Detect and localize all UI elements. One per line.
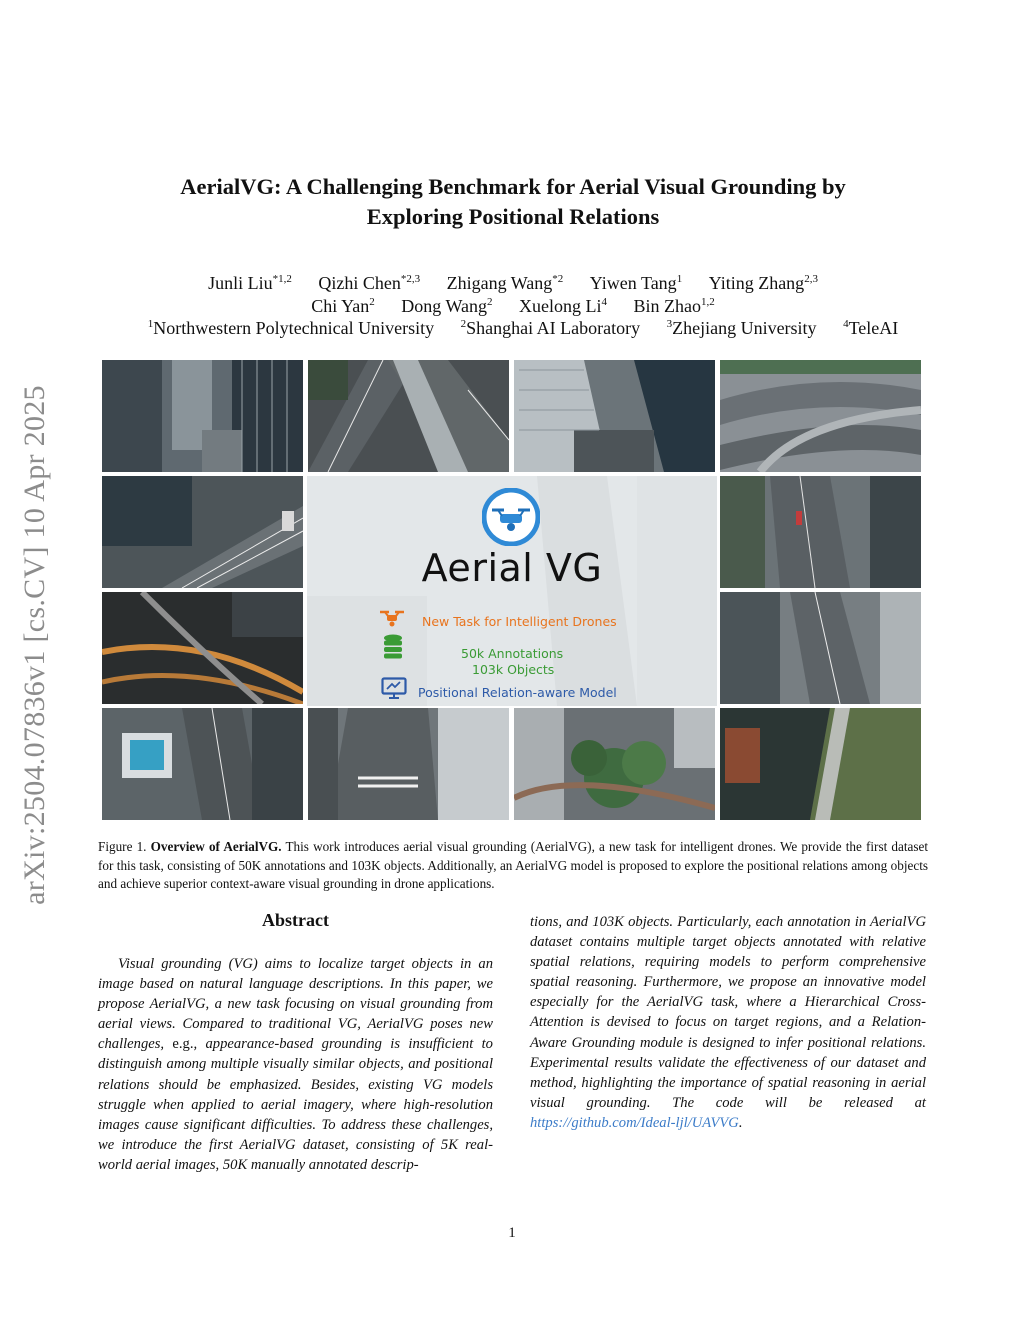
author: Yiting Zhang$^{2,3}$ [708,273,818,293]
feature-new-task: New Task for Intelligent Drones [422,614,617,629]
aerial-photo-riverside [720,708,921,820]
affiliation: $^2$Shanghai AI Laboratory [460,318,641,338]
author: Junli Liu$^{*1,2}$ [208,273,292,293]
database-icon [383,634,403,660]
aerial-photo-trees [514,708,715,820]
author-row-1 [100,272,926,294]
monitor-icon [381,677,407,699]
aerial-photo-crossing [308,708,509,820]
abstract-heading: Abstract [262,910,329,930]
author: Yiwen Tang$^1$ [589,273,683,293]
feature-objects: 103k Objects [472,662,555,677]
figure-center-panel [307,476,717,706]
aerial-photo-street [720,592,921,704]
author: Dong Wang$^2$ [401,296,493,316]
code-link[interactable]: https://github.com/Ideal-ljl/UAVVG [530,1114,739,1131]
paper-title [100,172,926,232]
aerial-photo-night-roads [102,592,303,704]
aerial-photo-buildings [102,360,303,472]
title-line-1: AerialVG: A Challenging Benchmark for Aerial Visual Grounding by [180,174,846,199]
aerial-photo-pool [102,708,303,820]
abstract-column-2: tions, and 103K objects. Particularly, each annotation in AerialVG dataset contains multiple target objects annotated with relative spatial relations, requiring models to perform comprehensive spatial reasoning. Furthermore, we propose an innovative model especially for the AerialVG task, where a Hierarchical Cross-Attention is devised to focus on target regions, and a Relation-Aware Grounding module is designed to infer positional relations. Experimental results validate the effectiveness of our dataset and method, highlighting the importance of spatial reasoning in aerial visual grounding. The code will be released at https://github.com/Ideal-ljl/UAVVG. [530,914,926,1131]
author-row-2 [100,295,926,317]
aerial-photo-road-junction [102,476,303,588]
affiliation: $^4$TeleAI [843,318,899,338]
aerial-photo-towers [514,360,715,472]
author: Chi Yan$^2$ [311,296,375,316]
aerial-photo-river-road [720,476,921,588]
affiliation: $^3$Zhejiang University [666,318,817,338]
author: Qizhi Chen$^{*2,3}$ [318,273,421,293]
title-line-2: Exploring Positional Relations [366,204,660,229]
abstract-column-1: Visual grounding (VG) aims to localize target objects in an image based on natural language descriptions. In this paper, we propose AerialVG, a new task focusing on visual grounding from aerial views. Compared to traditional VG, AerialVG poses new challenges, e.g., appearance-based grounding is insufficient to distinguish among multiple visually similar objects, and positional relations should be emphasized. Besides, existing VG models struggle when applied to aerial imagery, where high-resolution images cause significant difficulties. To address these challenges, we introduce the first AerialVG dataset, consisting of 5K real-world aerial images, 50K manually annotated descrip- [98,956,493,1173]
drone-icon [379,608,405,628]
author: Xuelong Li$^4$ [519,296,607,316]
aerial-photo-highway [308,360,509,472]
figure-caption: Figure 1. Overview of AerialVG. This work introduces aerial visual grounding (AerialVG), a new task for intelligent drones. We provide the first dataset for this task, consisting of 50K annotations and 103K objects. Additionally, an AerialVG model is proposed to explore the positional relations among objects and achieve superior context-aware visual grounding in drone applications. [98,839,929,891]
page-number: 1 [508,1225,516,1241]
figure-brand-title: Aerial VG [421,546,603,590]
affiliation: $^1$Northwestern Polytechnical University [147,318,435,338]
figure-aerial-collage [102,360,922,822]
affiliations [60,318,986,339]
author: Bin Zhao$^{1,2}$ [633,296,715,316]
aerialvg-logo-icon [482,488,540,546]
author: Zhigang Wang$^{*2}$ [446,273,564,293]
arxiv-watermark: arXiv:2504.07836v1 [cs.CV] 10 Apr 2025 [18,384,51,905]
feature-model: Positional Relation-aware Model [418,685,617,700]
feature-annotations: 50k Annotations [461,646,564,661]
aerial-photo-overpass [720,360,921,472]
